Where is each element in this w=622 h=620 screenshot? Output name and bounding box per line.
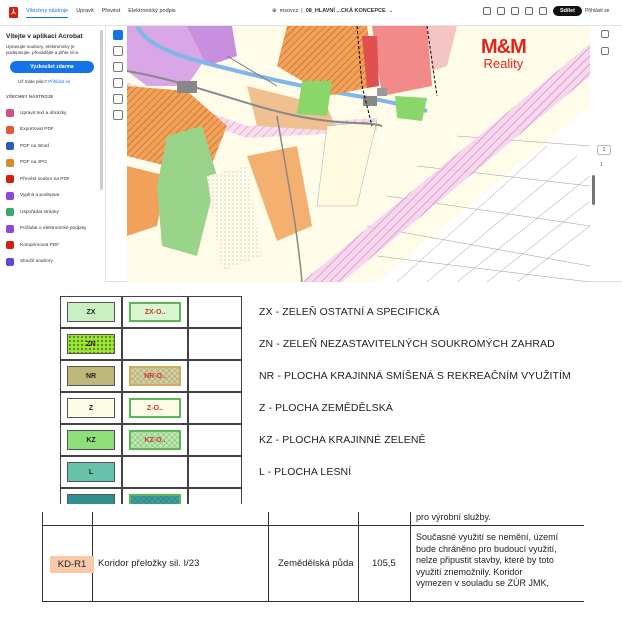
legend-cell xyxy=(188,328,242,360)
tool-item[interactable] xyxy=(6,122,99,139)
tool-item[interactable] xyxy=(6,138,99,155)
legend-row xyxy=(60,456,580,488)
doc-name[interactable]: 08_HLAVNÍ ...CKÁ KONCEPCE xyxy=(305,8,386,14)
grid-icon[interactable] xyxy=(601,47,609,55)
search-icon[interactable] xyxy=(483,7,491,15)
legend-cell xyxy=(60,296,122,328)
tool-label: Komprimovat PDF xyxy=(20,242,60,248)
welcome-panel xyxy=(0,26,106,282)
table-border xyxy=(42,601,584,602)
tool-label: Sloučit soubory xyxy=(20,259,53,265)
legend-cell xyxy=(122,360,188,392)
tool-item[interactable] xyxy=(6,254,99,271)
legend-description: ZX - ZELEŇ OSTATNÍ A SPECIFICKÁ xyxy=(259,306,440,318)
tool-label: Exportovat PDF xyxy=(20,127,54,133)
note-line: nelze připustit stavby, které by toto xyxy=(416,555,554,566)
legend-swatch: NR xyxy=(67,366,115,386)
tool-icon xyxy=(6,208,14,216)
panel-title: Vítejte v aplikaci Acrobat xyxy=(6,33,83,40)
settings-icon[interactable] xyxy=(601,30,609,38)
menu-all-tools[interactable]: Všechny nástroje xyxy=(26,8,68,18)
row-note xyxy=(416,532,584,590)
tool-item[interactable] xyxy=(6,204,99,221)
menu-edit[interactable]: Upravit xyxy=(76,7,94,14)
brand-line2: Reality xyxy=(483,56,524,71)
legend-cell xyxy=(188,296,242,328)
document-page-map[interactable] xyxy=(127,26,590,282)
tool-icon xyxy=(6,241,14,249)
separator: | xyxy=(301,8,303,14)
tool-icon xyxy=(6,225,14,233)
note-line: bude chráněno pro budoucí využití, xyxy=(416,543,557,554)
signin-panel-link[interactable]: Přihlásit se xyxy=(48,79,71,84)
tool-item[interactable] xyxy=(6,155,99,172)
legend-cell xyxy=(122,392,188,424)
legend-cell xyxy=(188,360,242,392)
panel-description: Upravujte soubory, elektronicky je podepisujte, převádějte a plňte více. xyxy=(6,44,80,55)
legend-swatch: KZ xyxy=(67,430,115,450)
already-text: Už máte plán? xyxy=(18,79,48,84)
chevron-down-icon[interactable]: ⌄ xyxy=(388,8,394,14)
note-line: Současné využití se nemění, území xyxy=(416,532,559,542)
legend-cell xyxy=(188,424,242,456)
top-tools xyxy=(483,7,547,15)
legend-swatch: ZX xyxy=(67,302,115,322)
tools-section-heading: VŠECHNY NÁSTROJE xyxy=(6,94,54,99)
page-number-input[interactable]: 1 xyxy=(597,145,611,155)
tool-icon xyxy=(6,126,14,134)
table-border xyxy=(42,525,584,526)
menu-esign[interactable]: Elektronický podpis xyxy=(128,7,176,14)
legend-row xyxy=(60,360,580,392)
tool-label: Uspořádat stránky xyxy=(20,209,59,215)
tool-list xyxy=(6,105,99,270)
document-scrollbar[interactable] xyxy=(592,175,595,205)
tool-label: Vyplnit a podepsat xyxy=(20,193,60,199)
pencil-icon[interactable] xyxy=(113,62,123,72)
document-info xyxy=(272,8,393,14)
plan-table xyxy=(42,512,584,602)
right-toolbar xyxy=(596,30,616,64)
tool-item[interactable] xyxy=(6,188,99,205)
brand-line1: M&M xyxy=(481,36,526,58)
tool-item[interactable] xyxy=(6,221,99,238)
legend-swatch: Z xyxy=(67,398,115,418)
tool-label: PDF na Word xyxy=(20,143,49,149)
top-toolbar xyxy=(0,0,622,26)
row-code-badge: KD-R1 xyxy=(50,556,94,573)
stamp-icon[interactable] xyxy=(113,110,123,120)
tool-item[interactable] xyxy=(6,105,99,122)
legend-cell xyxy=(60,328,122,360)
tool-icon xyxy=(6,192,14,200)
legend-row xyxy=(60,392,580,424)
legend-description: Z - PLOCHA ZEMĚDĚLSKÁ xyxy=(259,402,393,414)
previous-row-text: pro výrobní služby. xyxy=(416,512,491,522)
mm-reality-logo xyxy=(481,36,526,71)
tool-item[interactable] xyxy=(6,171,99,188)
legend-swatch-overlay: ZX-O.. xyxy=(129,302,181,322)
legend-cell xyxy=(122,488,188,504)
legend-row xyxy=(60,328,580,360)
legend-row xyxy=(60,488,580,504)
tool-icon xyxy=(6,175,14,183)
legend-cell xyxy=(188,456,242,488)
legend-swatch-overlay xyxy=(129,494,181,504)
legend-swatch-overlay: NR-O.. xyxy=(129,366,181,386)
legend-row xyxy=(60,424,580,456)
row-area: 105,5 xyxy=(372,558,396,569)
note-line: vymezen v souladu se ZÚR JMK, xyxy=(416,578,550,589)
tool-label: Požádat o elektronické podpisy xyxy=(20,226,87,232)
top-menu xyxy=(26,8,176,18)
try-free-button[interactable]: Vyzkoušet zdarma xyxy=(10,61,94,73)
legend-cell xyxy=(122,424,188,456)
already-plan xyxy=(18,79,99,84)
legend-cell xyxy=(60,488,122,504)
doc-domain: msovcz xyxy=(279,8,299,14)
share-button[interactable]: Sdílet xyxy=(553,6,582,16)
legend-swatch: ZN xyxy=(67,334,115,354)
row-land-type: Zemědělská půda xyxy=(278,558,354,569)
highlight-icon[interactable] xyxy=(113,78,123,88)
legend-cell xyxy=(122,456,188,488)
tool-icon xyxy=(6,159,14,167)
acrobat-logo-icon: ⅄ xyxy=(9,7,18,18)
legend-cell xyxy=(60,456,122,488)
tool-label: Převést soubor na PDF xyxy=(20,176,70,182)
legend-swatch-overlay: Z-O.. xyxy=(129,398,181,418)
left-toolbar xyxy=(110,30,126,126)
legend-cell xyxy=(60,424,122,456)
text-icon[interactable] xyxy=(113,94,123,104)
signin-link[interactable]: Přihlásit se xyxy=(585,8,610,14)
row-name: Koridor přeložky sil. I/23 xyxy=(98,558,200,569)
legend-cell xyxy=(188,488,242,504)
legend-swatch xyxy=(67,494,115,504)
panel-scrollbar[interactable] xyxy=(100,30,103,190)
legend-description: NR - PLOCHA KRAJINNÁ SMÍŠENÁ S REKREAČNÍM VYUŽITÍM xyxy=(259,370,571,382)
legend-swatch-overlay: KZ-O.. xyxy=(129,430,181,450)
legend-row xyxy=(60,296,580,328)
tool-label: Upravit text a obrázky xyxy=(20,110,67,116)
tool-icon xyxy=(6,142,14,150)
legend-cell xyxy=(60,360,122,392)
tool-icon xyxy=(6,258,14,266)
download-icon[interactable] xyxy=(511,7,519,15)
acrobat-window xyxy=(0,0,622,282)
legend-description: ZN - ZELEŇ NEZASTAVITELNÝCH SOUKROMÝCH ZAHRAD xyxy=(259,338,555,350)
print-icon[interactable] xyxy=(525,7,533,15)
tool-item[interactable] xyxy=(6,237,99,254)
tool-icon xyxy=(6,109,14,117)
more-icon[interactable] xyxy=(539,7,547,15)
legend-cell xyxy=(60,392,122,424)
tool-label: PDF na JPG xyxy=(20,160,47,166)
comment-icon[interactable] xyxy=(113,46,123,56)
legend-cell xyxy=(122,328,188,360)
legend-description: KZ - PLOCHA KRAJINNÉ ZELENĚ xyxy=(259,434,426,446)
legend-cell xyxy=(188,392,242,424)
legend-cell xyxy=(122,296,188,328)
select-cursor-icon[interactable] xyxy=(113,30,123,40)
copy-icon[interactable] xyxy=(497,7,505,15)
map-legend xyxy=(60,296,580,504)
note-line: využití znemožnily. Koridor xyxy=(416,566,523,577)
legend-swatch: L xyxy=(67,462,115,482)
menu-convert[interactable]: Převést xyxy=(101,7,121,14)
legend-description: L - PLOCHA LESNÍ xyxy=(259,466,352,478)
globe-icon: ⊕ xyxy=(272,8,277,14)
page-total: 1 xyxy=(600,162,603,168)
